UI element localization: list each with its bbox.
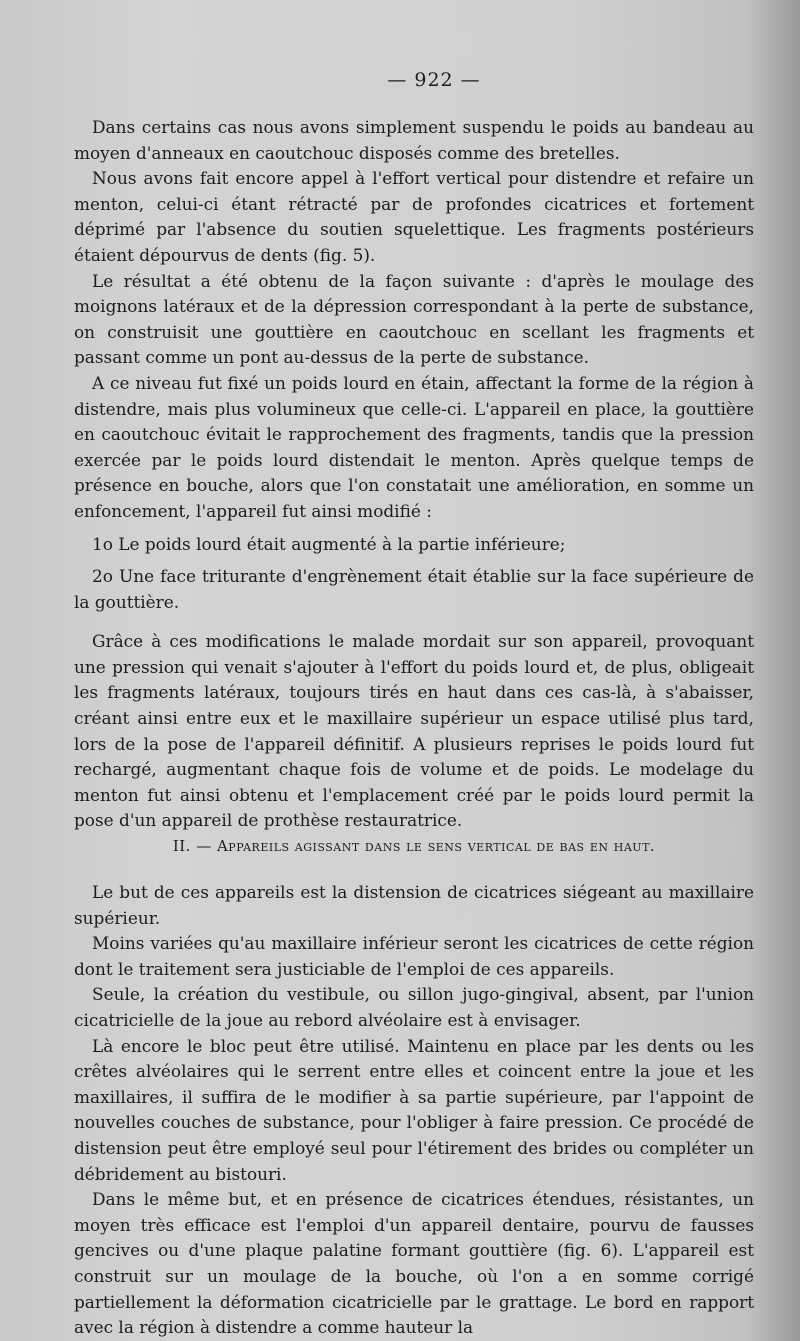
paragraph: Moins variées qu'au maxillaire inférieur seront les cicatrices de cette région dont le traitement sera justiciable de l'emploi de ces appareils. bbox=[74, 933, 754, 979]
list-item: 2o Une face triturante d'engrènement était établie sur la face supérieure de la gouttière. bbox=[74, 566, 754, 612]
paragraph: Grâce à ces modifications le malade mordait sur son appareil, provoquant une pression qui venait s'ajouter à l'effort du poids lourd et, de plus, obligeait les fragments latéraux, toujours tirés en haut dans ces cas-là, à s'abaisser, créant ainsi entre eux et le maxillaire supérieur un espace utilisé plus tard, lors de la pose de l'appareil définitif. A plusieurs reprises le poids lourd fut rechargé, augmentant chaque fois de volume et de poids. Le modelage du menton fut ainsi obtenu et l'emplacement créé par le poids lourd permit la pose d'un appareil de prothèse restauratrice. bbox=[74, 631, 754, 831]
text-block-bottom bbox=[74, 880, 754, 1341]
text-block-top bbox=[74, 115, 754, 834]
paragraph: Dans le même but, et en présence de cicatrices étendues, résistantes, un moyen très efficace est l'emploi d'un appareil dentaire, pourvu de fausses gencives ou d'une plaque palatine formant gouttière (fig. 6). L'appareil est construit sur un moulage de la bouche, où l'on a en somme corrigé partiellement la déformation cicatricielle par le grattage. Le bord en rapport avec la région à distendre a comme hauteur la bbox=[74, 1189, 754, 1338]
paragraph: Seule, la création du vestibule, ou sillon jugo-gingival, absent, par l'union cicatricielle de la joue au rebord alvéolaire est à envisager. bbox=[74, 984, 754, 1030]
paragraph: A ce niveau fut fixé un poids lourd en étain, affectant la forme de la région à distendre, mais plus volumineux que celle-ci. L'appareil en place, la gouttière en caoutchouc évitait le rapprochement des fragments, tandis que la pression exercée par le poids lourd distendait le menton. Après quelque temps de présence en bouche, alors que l'on constatait une amélioration, en somme un enfoncement, l'appareil fut ainsi modifié : bbox=[74, 372, 754, 521]
paragraph: Le but de ces appareils est la distension de cicatrices siégeant au maxillaire supérieur. bbox=[74, 882, 754, 928]
paragraph: Dans certains cas nous avons simplement suspendu le poids au bandeau au moyen d'anneaux en caoutchouc disposés comme des bretelles. bbox=[74, 117, 754, 163]
paragraph: Nous avons fait encore appel à l'effort vertical pour distendre et refaire un menton, celui-ci étant rétracté par de profondes cicatrices et fortement déprimé par l'absence du soutien squelettique. Les fragments postérieurs étaient dépourvus de dents (fig. 5). bbox=[74, 168, 754, 265]
paragraph: Le résultat a été obtenu de la façon suivante : d'après le moulage des moignons latéraux et de la dépression correspondant à la perte de substance, on construisit une gouttière en caoutchouc en scellant les fragments et passant comme un pont au-dessus de la perte de substance. bbox=[74, 270, 754, 368]
paragraph: Là encore le bloc peut être utilisé. Maintenu en place par les dents ou les crêtes alvéolaires qui le serrent entre elles et coincent entre la joue et les maxillaires, il suffira de le modifier à sa partie supérieure, par l'appoint de nouvelles couches de substance, pour l'obliger à faire pression. Ce procédé de distension peut être employé seul pour l'étirement des brides ou compléter un débridement au bistouri. bbox=[74, 1035, 754, 1184]
section-heading: II. — Appareils agissant dans le sens vertical de bas en haut. bbox=[172, 837, 656, 855]
list-item: 1o Le poids lourd était augmenté à la partie inférieure; bbox=[92, 533, 566, 554]
page-number: — 922 — bbox=[387, 69, 481, 91]
